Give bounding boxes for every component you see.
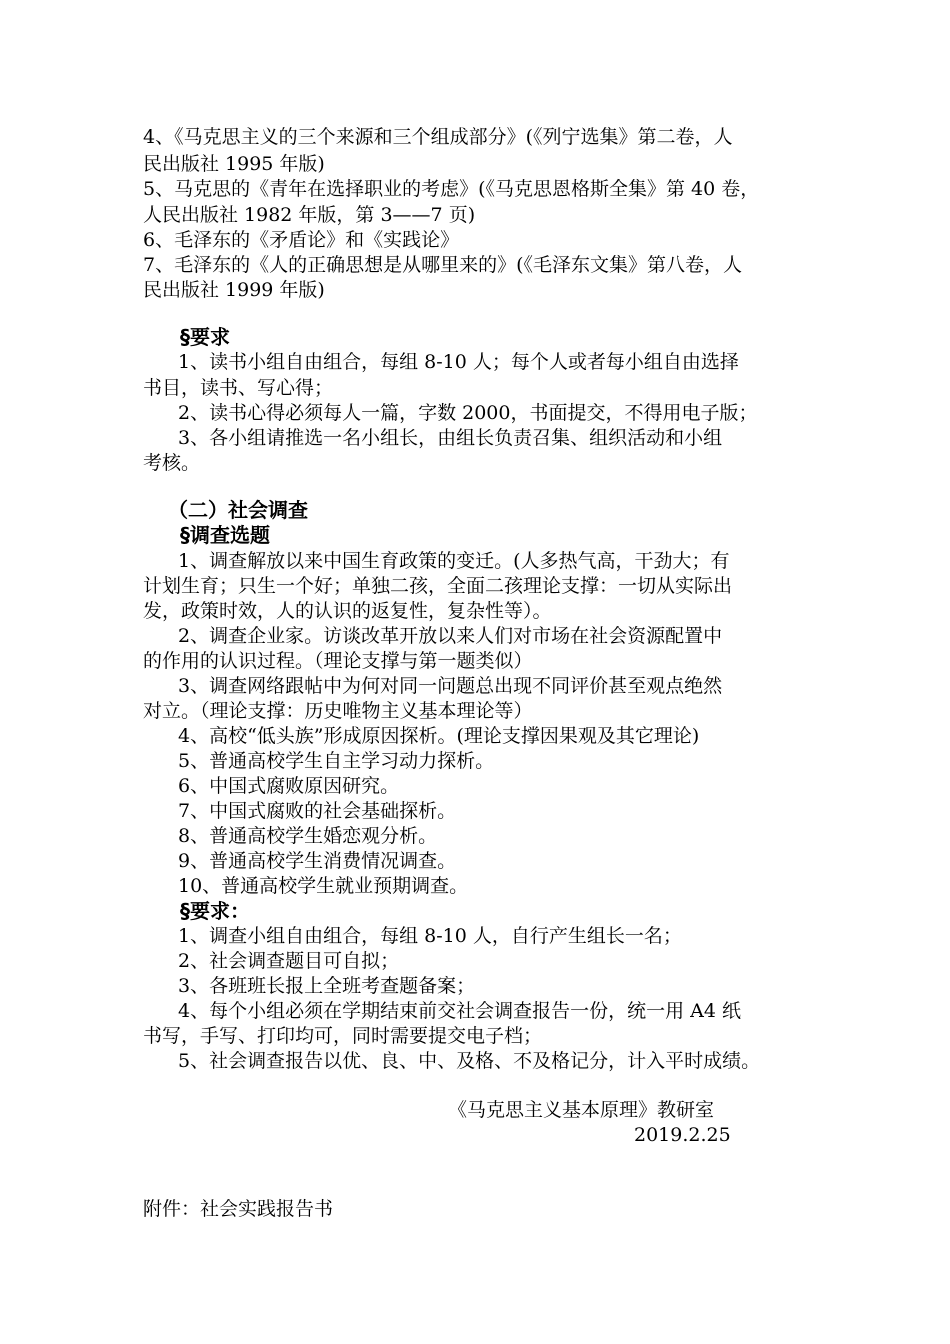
- reading-requirements-heading: §要求: [180, 325, 230, 349]
- requirement-line: 3、各小组请推选一名小组长，由组长负责召集、组织活动和小组: [178, 427, 723, 449]
- topic-line: 10、普通高校学生就业预期调查。: [178, 875, 469, 897]
- topic-line: 1、调查解放以来中国生育政策的变迁。(人多热气高，干劲大；有: [178, 550, 730, 572]
- survey-requirement-line: 2、社会调查题目可自拟；: [178, 950, 400, 972]
- signature-date: 2019.2.25: [634, 1124, 731, 1146]
- reference-line: 人民出版社 1982 年版，第 3——7 页): [143, 204, 476, 226]
- topic-line: 7、中国式腐败的社会基础探析。: [178, 800, 457, 822]
- topic-line: 4、高校“低头族”形成原因探析。(理论支撑因果观及其它理论): [178, 725, 700, 747]
- reference-line: 民出版社 1999 年版): [143, 279, 325, 301]
- requirement-line: 2、读书心得必须每人一篇，字数 2000，书面提交，不得用电子版；: [178, 402, 758, 424]
- attachment-note: 附件：社会实践报告书: [143, 1198, 334, 1220]
- survey-requirements-heading: §要求：: [180, 899, 250, 923]
- survey-requirement-line: 3、各班班长报上全班考查题备案；: [178, 975, 476, 997]
- reference-line: 民出版社 1995 年版): [143, 153, 325, 175]
- requirement-line: 书目，读书、写心得；: [143, 377, 334, 399]
- topic-line: 发，政策时效，人的认识的返复性，复杂性等）。: [143, 600, 552, 622]
- topic-line: 6、中国式腐败原因研究。: [178, 775, 400, 797]
- reference-line: 4、《马克思主义的三个来源和三个组成部分》(《列宁选集》第二卷，人: [143, 126, 733, 148]
- survey-requirement-line: 书写，手写、打印均可，同时需要提交电子档；: [143, 1025, 543, 1047]
- reference-line: 7、毛泽东的《人的正确思想是从哪里来的》(《毛泽东文集》第八卷，人: [143, 254, 743, 276]
- signature-department: 《马克思主义基本原理》教研室: [448, 1099, 715, 1121]
- reference-line: 5、马克思的《青年在选择职业的考虑》(《马克思恩格斯全集》第 40 卷，: [143, 178, 760, 200]
- requirement-line: 1、读书小组自由组合，每组 8-10 人；每个人或者每小组自由选择: [178, 351, 739, 373]
- reference-line: 6、毛泽东的《矛盾论》和《实践论》: [143, 229, 460, 251]
- survey-requirement-line: 4、每个小组必须在学期结束前交社会调查报告一份，统一用 A4 纸: [178, 1000, 741, 1022]
- topic-line: 计划生育；只生一个好；单独二孩，全面二孩理论支撑：一切从实际出: [143, 575, 733, 597]
- section-title: （二）社会调查: [168, 498, 308, 522]
- topic-line: 的作用的认识过程。（理论支撑与第一题类似）: [143, 650, 533, 672]
- survey-requirement-line: 1、调查小组自由组合，每组 8-10 人，自行产生组长一名；: [178, 925, 682, 947]
- topic-line: 9、普通高校学生消费情况调查。: [178, 850, 457, 872]
- topic-line: 5、普通高校学生自主学习动力探析。: [178, 750, 495, 772]
- topic-line: 对立。（理论支撑：历史唯物主义基本理论等）: [143, 700, 533, 722]
- topic-line: 2、调查企业家。访谈改革开放以来人们对市场在社会资源配置中: [178, 625, 723, 647]
- topics-heading: §调查选题: [180, 523, 270, 547]
- requirement-line: 考核。: [143, 452, 201, 474]
- survey-requirement-line: 5、社会调查报告以优、良、中、及格、不及格记分，计入平时成绩。: [178, 1050, 761, 1072]
- topic-line: 8、普通高校学生婚恋观分析。: [178, 825, 438, 847]
- topic-line: 3、调查网络跟帖中为何对同一问题总出现不同评价甚至观点绝然: [178, 675, 723, 697]
